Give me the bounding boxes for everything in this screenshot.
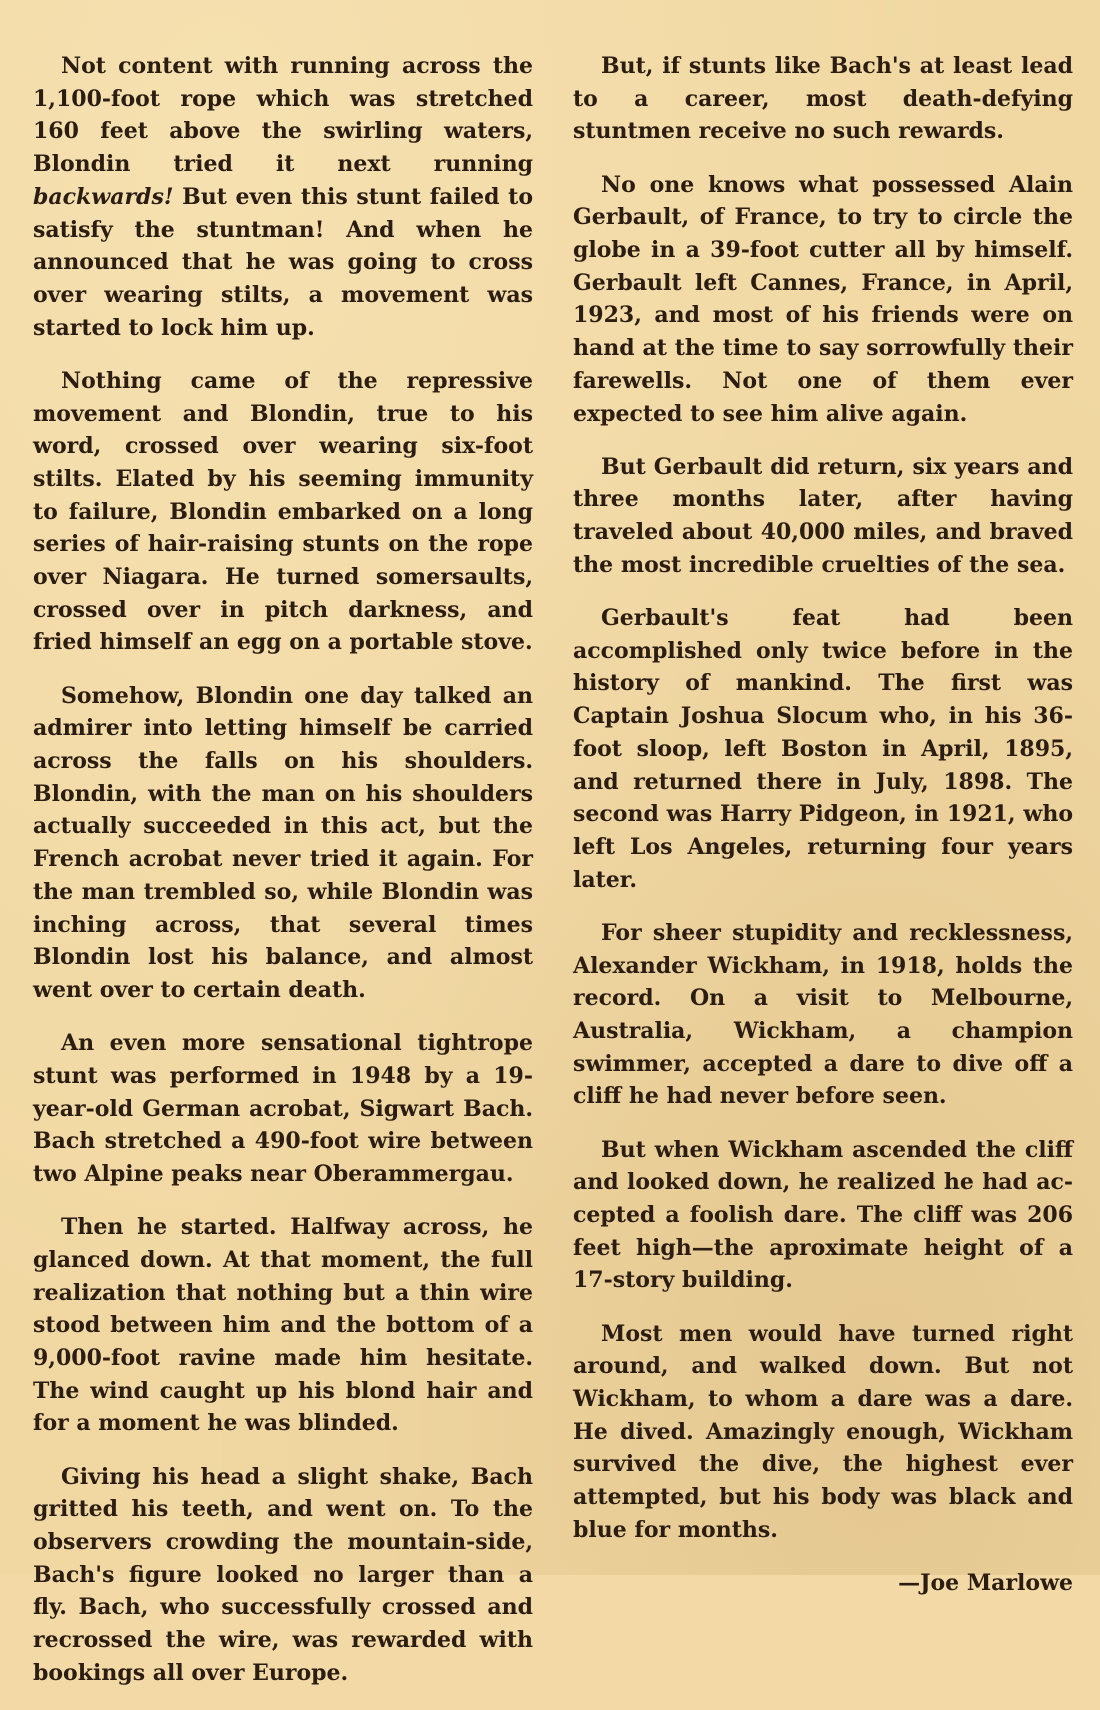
paragraph-blondin-stilts: Nothing came of the repressive movement and Blondin, true to his word, crossed over wearing six-foot stilts. Elated by his seeming immunity to failure, Blondin embarked on a long series of hair-raising stunts on the rope over Niagara. He turned somersaults, crossed over in pitch darkness, and fried himself an egg on a portable stove.	[33, 367, 533, 656]
paragraph-blondin-admirer: Somehow, Blondin one day talked an admirer into letting himself be carried across the falls on his shoulders. Blondin, with the man on his shoulders actually succeeded in this act, but the French acrobat never tried it again. For the man trembled so, while Blondin was inching across, that several times Blondin lost his balance, and almost went over to certain death.	[33, 682, 533, 1003]
right-column	[573, 50, 1073, 1620]
paragraph-bach-success: Giving his head a slight shake, Bach gritted his teeth, and went on. To the observers crowding the mountain-side, Bach's figure looked no larger than a fly. Bach, who successfully crossed and recrossed the wire, was rewarded with bookings all over Europe.	[33, 1463, 533, 1686]
paragraph-gerbault-return: But Gerbault did return, six years and three months later, after having traveled about 40,000 miles, and braved the most incredible cruelties of the sea.	[573, 453, 1073, 578]
paragraph-blondin-backwards: Not content with running across the 1,100-foot rope which was stretched 160 feet above the swirling waters, Blondin tried it next running backwards! But even this stunt failed to satisfy the stuntman! And when he announced that he was going to cross over wearing stilts, a movement was started to lock him up.	[33, 53, 533, 341]
author-byline: —Joe Marlowe	[898, 1570, 1073, 1597]
paragraph-circumnavigation-history: Gerbault's feat had been accomplished only twice before in the history of mankind. The first was Captain Joshua Slocum who, in his 36-foot sloop, left Boston in April, 1895, and returned there in July, 1898. The second was Harry Pidgeon, in 1921, who left Los Angeles, returning four years later.	[573, 605, 1073, 893]
paragraph-bach-crossing: Then he started. Halfway across, he glanced down. At that moment, the full realization that nothing but a thin wire stood between him and the bottom of a 9,000-foot ravine made him hesitate. The wind caught up his blond hair and for a moment he was blinded.	[33, 1214, 533, 1437]
paragraph-wickham-dive: Most men would have turned right around, and walked down. But not Wickham, to whom a dare was a dare. He dived. Amazingly enough, Wickham survived the dive, the highest ever attempted, but his body was black and blue for months.	[573, 1320, 1073, 1543]
paragraph-bach-intro: An even more sensational tightrope stunt was performed in 1948 by a 19-year-old German acrobat, Sigwart Bach. Bach stretched a 490-foot wire between two Alpine peaks near Oberammergau.	[33, 1030, 533, 1187]
paragraph-stuntmen-rewards: But, if stunts like Bach's at least lead to a career, most death-defying stuntmen receive no such rewards.	[573, 53, 1073, 145]
emphasis-backwards: backwards!	[33, 183, 174, 210]
paragraph-wickham-cliff: But when Wickham ascended the cliff and looked down, he realized he had accepted a foolish dare. The cliff was 206 feet high—the aproximate height of a 17-story building.	[573, 1136, 1073, 1294]
paragraph-wickham-dare: For sheer stupidity and recklessness, Alexander Wickham, in 1918, holds the record. On a visit to Melbourne, Australia, Wickham, a champion swimmer, accepted a dare to dive off a cliff he had never before seen.	[573, 919, 1073, 1110]
paragraph-gerbault-voyage: No one knows what possessed Alain Gerbault, of France, to try to circle the globe in a 39-foot cutter all by himself. Gerbault left Cannes, France, in April, 1923, and most of his friends were on hand at the time to say sorrowfully their farewells. Not one of them ever expected to see him alive again.	[573, 171, 1073, 427]
left-column	[33, 50, 533, 1710]
